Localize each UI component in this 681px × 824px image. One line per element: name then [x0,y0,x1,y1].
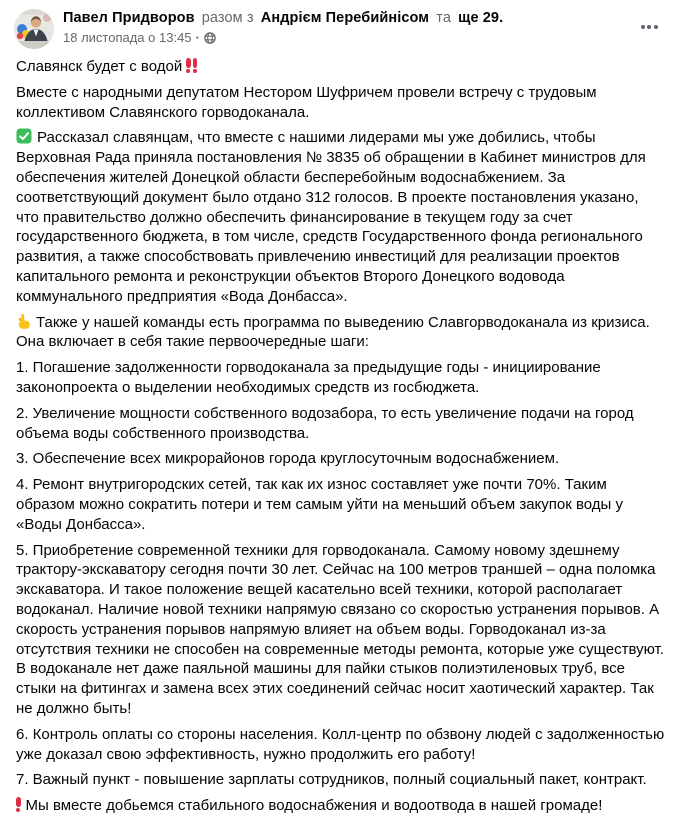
post-content [0,51,681,824]
paragraph-text: Также у нашей команды есть программа по выведению Славгорводоканала из кризиса. Она включает в себя такие первоочередные шаги: [16,313,650,351]
meta-separator: · [195,30,200,45]
paragraph-text: 4. Ремонт внутригородских сетей, так как их износ составляет уже почти 70%. Таким образом можно сократить потери и тем самым уйти на меньший объем закупок воды у «Воды Донбасса». [16,476,623,533]
point-up-icon [16,313,31,329]
post-header [0,0,681,51]
post-paragraph [16,449,665,469]
globe-icon [204,32,216,44]
byline-connector: разом з [201,10,254,26]
paragraph-text: 2. Увеличение мощности собственного водозабора, то есть увеличение подачи на город объема воды собственного производства. [16,404,634,442]
post-byline-block [63,9,633,46]
more-options-button[interactable] [633,11,665,43]
paragraph-text: 6. Контроль оплаты со стороны населения. Колл-центр по обзвону людей с задолженностью уже доказал свою эффективность, нужно продолжить его работу! [16,725,665,763]
post-byline [63,9,633,28]
avatar-photo [14,9,54,49]
post-paragraph [16,404,665,444]
post-paragraph [16,475,665,534]
tagged-name[interactable]: Андрієм Перебийнісом [260,10,430,26]
paragraph-text: Вместе с народными депутатом Нестором Шуфричем провели встречу с трудовым коллективом Славянского горводоканала. [16,83,597,121]
post-paragraph [16,541,665,719]
exclamation-icon [16,797,21,812]
post-paragraph [16,358,665,398]
paragraph-text: Рассказал славянцам, что вместе с нашими лидерами мы уже добились, чтобы Верховная Рада приняла постановления № 3835 об обращении в Кабинет министров для обеспечения жителей Донецкой области бесперебойным водоснабжением. За соответствующий документ было отдано 312 голосов. В проекте постановления указано, что правительство должно обеспечить финансирование в текущем году за счет государственного бюджета, в том числе, средств Государственного фонда регионального развития, а также способствовать привлечению инвестиций для реализации проектов капитального ремонта и реконструкции объектов Второго Донецкого водовода коммунального предприятия «Вода Донбасса». [16,129,646,305]
post-paragraph [16,57,665,77]
post-paragraph [16,725,665,765]
post-paragraph [16,796,665,816]
paragraph-text: 1. Погашение задолженности горводоканала за предыдущие годы - инициирование законопроекта о выделении необходимых средств из госбюджета. [16,359,601,396]
more-tagged-link[interactable]: ще 29. [458,10,504,26]
post-paragraph [16,83,665,123]
paragraph-text: 3. Обеспечение всех микрорайонов города круглосуточным водоснабжением. [16,450,560,468]
paragraph-text: Славянск будет с водой [16,58,183,75]
avatar[interactable] [14,9,54,49]
post-meta [63,30,633,46]
post-paragraph [16,128,665,306]
timestamp[interactable]: 18 листопада о 13:45 [63,30,192,45]
paragraph-text: Мы вместе добьемся стабильного водоснабжения и водоотвода в нашей громаде! [25,797,603,815]
post-paragraph [16,770,665,790]
double-exclamation-icon [186,58,197,73]
post-paragraph [16,313,665,353]
check-mark-icon [16,128,32,144]
author-name[interactable]: Павел Придворов [63,10,195,26]
byline-connector-2: та [436,10,451,26]
paragraph-text: 5. Приобретение современной техники для горводоканала. Самому новому здешнему трактору-экскаватору сегодня почти 30 лет. Сейчас на 100 метров траншей – одна поломка экскаватора. И такое положение вещей касательно всей техники, которой располагает водоканал. Наличие новой техники напрямую связано со скоростью устранения порывов. А скорость устранения порывов напрямую влияет на объем воды. Горводоканал из-за отсутствия техники не способен на современные методы ремонта, которые уже существуют. В водоканале нет даже паяльной машины для пайки стыков полиэтиленовых труб, все стыки на фитингах и замена всех этих соединений сейчас носит хаотический характер. Так не должно быть! [16,541,664,717]
paragraph-text: 7. Важный пункт - повышение зарплаты сотрудников, полный социальный пакет, контракт. [16,771,647,789]
ellipsis-icon [641,25,645,29]
